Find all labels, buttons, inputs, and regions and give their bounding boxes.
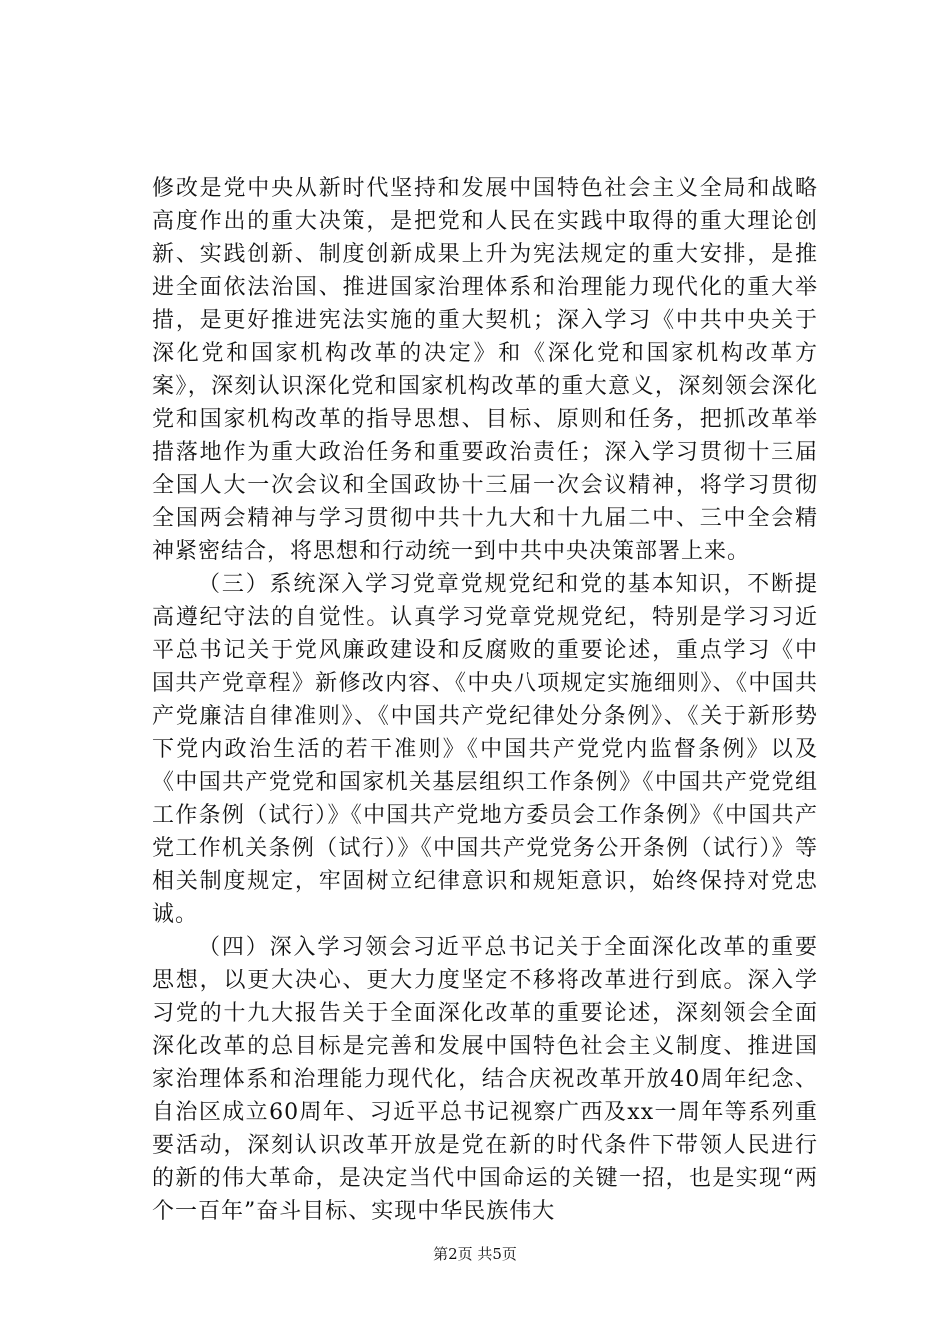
page-number-label: 第2页 共5页 [433,1245,517,1263]
document-body [152,172,818,1228]
paragraph-continuation: 修改是党中央从新时代坚持和发展中国特色社会主义全局和战略高度作出的重大决策，是把党和人民在实践中取得的重大理论创新、实践创新、制度创新成果上升为宪法规定的重大安排，是推进全面依法治国、推进国家治理体系和治理能力现代化的重大举措，是更好推进宪法实施的重大契机；深入学习《中共中央关于深化党和国家机构改革的决定》和《深化党和国家机构改革方案》，深刻认识深化党和国家机构改革的重大意义，深刻领会深化党和国家机构改革的指导思想、目标、原则和任务，把抓改革举措落地作为重大政治任务和重要政治责任；深入学习贯彻十三届全国人大一次会议和全国政协十三届一次会议精神，将学习贯彻全国两会精神与学习贯彻中共十九大和十九届二中、三中全会精神紧密结合，将思想和行动统一到中共中央决策部署上来。 [152,176,818,564]
paragraph-section-3: （三）系统深入学习党章党规党纪和党的基本知识，不断提高遵纪守法的自觉性。认真学习党章党规党纪，特别是学习习近平总书记关于党风廉政建设和反腐败的重要论述，重点学习《中国共产党章程》新修改内容、《中央八项规定实施细则》、《中国共产党廉洁自律准则》、《中国共产党纪律处分条例》、《关于新形势下党内政治生活的若干准则》《中国共产党党内监督条例》以及《中国共产党党和国家机关基层组织工作条例》《中国共产党党组工作条例（试行）》《中国共产党地方委员会工作条例》《中国共产党工作机关条例（试行）》《中国共产党党务公开条例（试行）》等相关制度规定，牢固树立纪律意识和规矩意识，始终保持对党忠诚。 [152,572,818,927]
page-footer [0,1244,950,1264]
paragraph-section-4: （四）深入学习领会习近平总书记关于全面深化改革的重要思想，以更大决心、更大力度坚定不移将改革进行到底。深入学习党的十九大报告关于全面深化改革的重要论述，深刻领会全面深化改革的总目标是完善和发展中国特色社会主义制度、推进国家治理体系和治理能力现代化，结合庆祝改革开放40周年纪念、自治区成立60周年、习近平总书记视察广西及xx一周年等系列重要活动，深刻认识改革开放是党在新的时代条件下带领人民进行的新的伟大革命，是决定当代中国命运的关键一招，也是实现“两个一百年”奋斗目标、实现中华民族伟大 [152,935,818,1224]
